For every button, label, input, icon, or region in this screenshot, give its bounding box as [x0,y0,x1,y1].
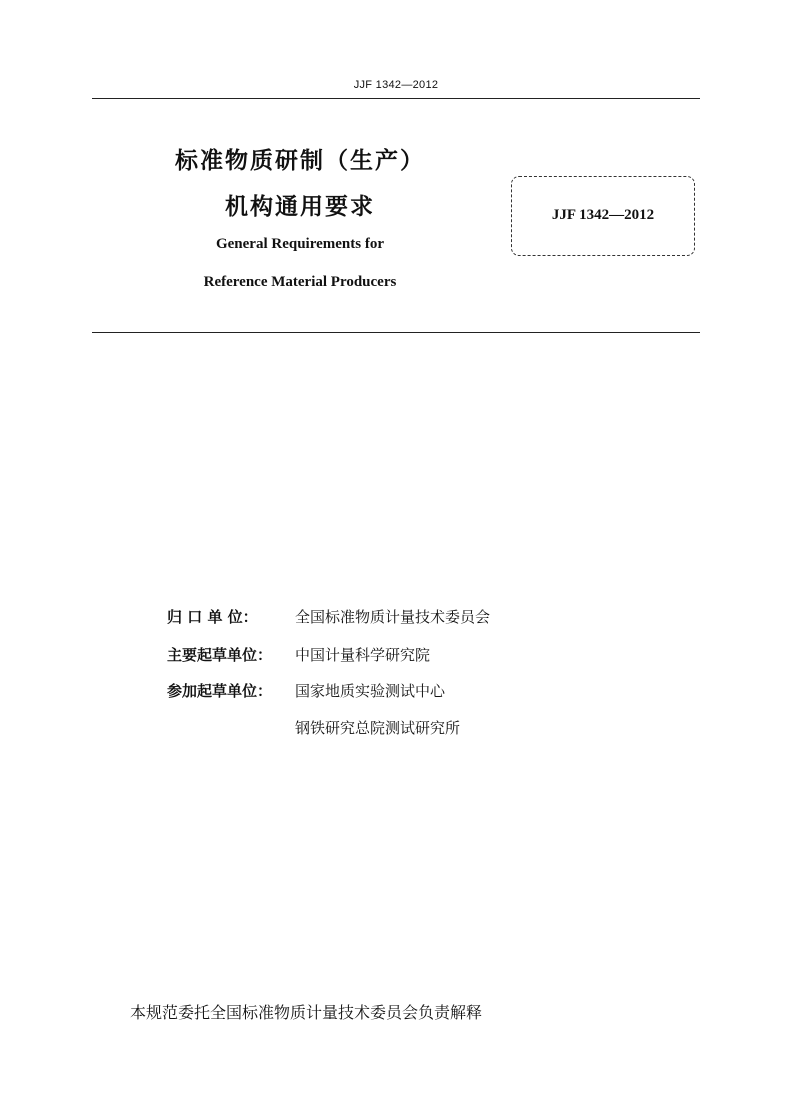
interpretation-note: 本规范委托全国标准物质计量技术委员会负责解释 [130,1003,483,1022]
unit-row-participating-drafter-2 [167,717,460,739]
title-english-line1: General Requirements for [215,236,385,252]
unit-value: 中国计量科学研究院 [295,646,431,664]
title-divider [92,332,700,333]
unit-row-responsible [167,606,490,628]
title-english-line2: Reference Material Producers [203,274,397,290]
header-standard-code: JJF 1342—2012 [353,79,439,91]
unit-value: 全国标准物质计量技术委员会 [295,608,491,626]
header-divider [92,98,700,99]
unit-label: 参加起草单位： [167,682,273,700]
unit-label: 主要起草单位： [167,646,273,664]
unit-label: 归 口 单 位： [167,608,258,626]
unit-value: 钢铁研究总院测试研究所 [295,719,461,737]
title-chinese-line1: 标准物质研制（生产） [175,148,425,174]
standard-code-box [511,176,695,256]
unit-row-participating-drafter [167,680,445,702]
title-chinese-line2: 机构通用要求 [225,194,375,220]
standard-code-text: JJF 1342—2012 [551,207,655,223]
unit-row-main-drafter [167,644,430,666]
unit-value: 国家地质实验测试中心 [295,682,446,700]
